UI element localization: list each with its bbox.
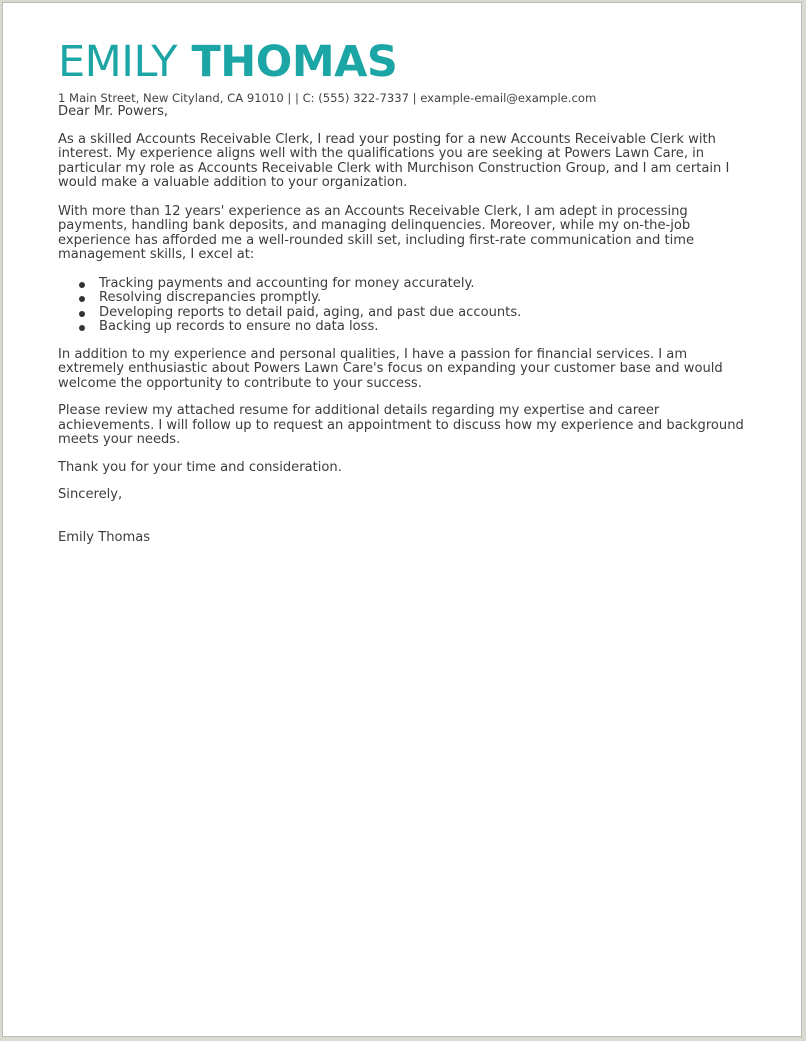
- closing: Sincerely,: [58, 487, 123, 502]
- contact-separator: | C:: [295, 91, 319, 105]
- contact-separator: |: [283, 91, 295, 105]
- email: example-email@example.com: [420, 91, 597, 105]
- letter-content: [58, 33, 748, 545]
- paragraph-experience: With more than 12 years' experience as an Accounts Receivable Clerk, I am adept in processing payments, handling bank deposits, and managing delinquencies. Moreover, while my on-the-job experience has afforded me a well-rounded skill set, including first-rate communication and time management skills, I excel at:: [58, 203, 695, 262]
- address: 1 Main Street, New Cityland, CA 91010: [58, 91, 284, 105]
- contact-separator: |: [408, 91, 421, 105]
- list-item: [58, 277, 748, 292]
- bullet-icon: [79, 282, 85, 288]
- bullet-icon: [79, 325, 85, 331]
- paragraph-intro: As a skilled Accounts Receivable Clerk, I read your posting for a new Accounts Receivable Clerk with interest. My experience aligns well with the qualifications you are seeking at Powers Lawn Care, in particular my role as Accounts Receivable Clerk with Murchison Construction Group, and I am certain I would make a valuable addition to your organization.: [58, 131, 730, 190]
- skill-text: Tracking payments and accounting for money accurately.: [99, 275, 475, 291]
- bullet-icon: [79, 311, 85, 317]
- skill-text: Backing up records to ensure no data loss.: [99, 319, 379, 334]
- first-name: EMILY: [58, 37, 177, 87]
- letter-body: [58, 105, 748, 545]
- applicant-name: [58, 33, 748, 91]
- last-name: THOMAS: [191, 37, 398, 87]
- list-item: [58, 291, 748, 306]
- list-item: [58, 306, 748, 321]
- list-item: [58, 320, 748, 335]
- skill-text: Resolving discrepancies promptly.: [99, 290, 322, 305]
- paragraph-follow-up: Please review my attached resume for additional details regarding my expertise and career achievements. I will follow up to request an appointment to discuss how my experience and background meets your needs.: [58, 403, 744, 447]
- salutation: Dear Mr. Powers,: [58, 104, 169, 119]
- skills-list: [58, 277, 748, 335]
- signature-name: Emily Thomas: [58, 529, 151, 545]
- paragraph-passion: In addition to my experience and personal qualities, I have a passion for financial services. I am extremely enthusiastic about Powers Lawn Care's focus on expanding your customer base and would welcome the opportunity to contribute to your success.: [58, 346, 723, 391]
- phone: (555) 322-7337: [318, 91, 409, 105]
- contact-line: [58, 91, 748, 105]
- skill-text: Developing reports to detail paid, aging, and past due accounts.: [99, 304, 522, 320]
- letter-page: [2, 2, 802, 1037]
- bullet-icon: [79, 296, 85, 302]
- paragraph-thanks: Thank you for your time and consideration.: [58, 459, 342, 475]
